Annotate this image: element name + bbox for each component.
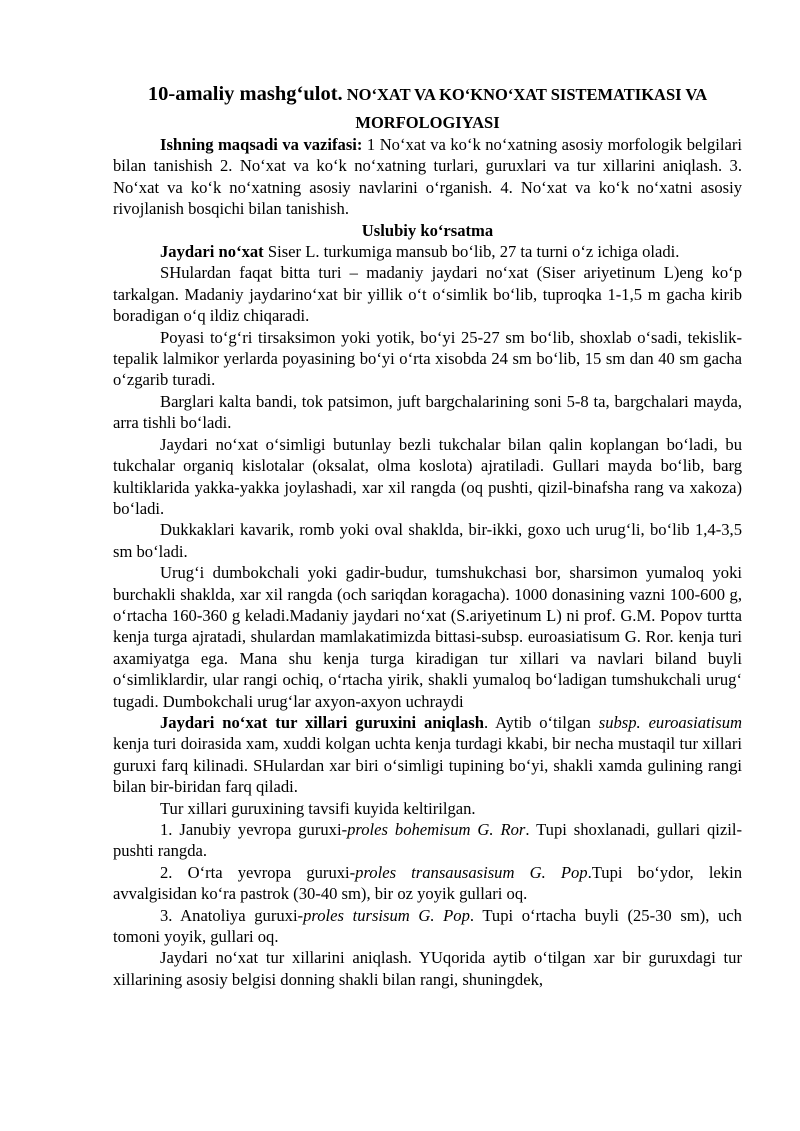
group-3-text1: 3. Anatoliya guruxi- — [160, 905, 304, 925]
paragraph-pods: Dukkaklari kavarik, romb yoki oval shaklda, bir-ikki, goxo uch urug‘li, bo‘lib 1,4-3,5 sm bo‘ladi. — [113, 520, 742, 561]
group-identification-text2: kenja turi doirasida xam, xuddi kolgan uchta kenja turdagi kkabi, bir necha mustaqil tur xillari guruxi farq kilinadi. SHulardan xar biri o‘simligi tupining bo‘yi, shakli xamda gulining rangi bilan bir-biridan farq qiladi. — [113, 734, 742, 797]
group-3-text2: . Tupi o‘rtacha buyli (25-30 sm), uch tomoni yoyik, gullari oq. — [113, 905, 742, 947]
group-identification-italic: subsp. euroasiatisum — [598, 712, 742, 732]
jaydari-label: Jaydari no‘xat — [160, 242, 264, 262]
group-2-italic: proles transausasisum G. Pop — [355, 862, 588, 882]
paragraph-species: SHulardan faqat bitta turi – madaniy jaydari no‘xat (Siser ariyetinum L)eng ko‘p tarkalgan. Madaniy jaydarino‘xat bir yillik o‘t o‘simlik bo‘lib, tuproqka 1-1,5 m gacha kirib boradigan o‘q ildiz chiqaradi. — [113, 263, 742, 326]
group-1-text1: 1. Janubiy yevropa guruxi- — [160, 820, 348, 839]
group-2-text1: 2. O‘rta yevropa guruxi- — [160, 862, 356, 882]
paragraph-stem: Poyasi to‘g‘ri tirsaksimon yoki yotik, bo‘yi 25-27 sm bo‘lib, shoxlab o‘sadi, tekislik-tepalik lalmikor yerlarda poyasining bo‘yi o‘rta xisobda 24 sm bo‘lib, 15 sm dan 40 sm gacha o‘zgarib turadi. — [113, 327, 742, 390]
paragraph-hairs-flowers: Jaydari no‘xat o‘simligi butunlay bezli tukchalar bilan qalin koplangan bo‘ladi, bu tukchalar organiq kislotalar (oksalat, olma koslota) ajratiladi. Gullari mayda bo‘lib, barg kultiklarida yakka-yakka joylashadi, xar xil rangda (oq pushti, qizil-binafsha rang va xakoza) bo‘ladi. — [113, 434, 742, 518]
list-item-group-1 — [113, 819, 742, 862]
group-1-italic: proles bohemisum G. Ror — [347, 820, 526, 839]
paragraph-jaydari-intro — [113, 241, 742, 262]
paragraph-variety-identification: Jaydari no‘xat tur xillarini aniqlash. YUqorida aytib o‘tilgan xar bir guruxdagi tur xillarining asosiy belgisi donning shakli bilan rangi, shuningdek, — [113, 948, 742, 989]
paragraph-leaves: Barglari kalta bandi, tok patsimon, juft bargchalarining soni 5-8 ta, bargchalari mayda, arra tishli bo‘ladi. — [113, 391, 742, 433]
paragraph-seeds: Urug‘i dumbokchali yoki gadir-budur, tumshukchasi bor, sharsimon yumaloq yoki burchakli shaklda, xar xil rangda (och sariqdan koragacha). 1000 donasining vazni 100-600 g, o‘rtacha 160-360 g keladi.Madaniy jaydari no‘xat (S.ariyetinum L) ni prof. G.M. Popov turtta kenja turga ajratadi, shulardan mamlakatimizda bittasi-subsp. euroasiatisum G. Ror. kenja turi axamiyatga ega. Mana shu kenja turga kiradigan tur xillari va navlari biland buyli o‘simliklardir, ular rangi ochiq, o‘rtacha yirik, shakli yumaloq bo‘ladigan tumshukchali urug‘ tugadi. Dumbokchali urug‘lar axyon-axyon uchraydi — [113, 563, 742, 711]
page-title — [113, 78, 742, 134]
group-identification-text1: . Aytib o‘tilgan — [483, 712, 599, 732]
list-item-group-2 — [113, 862, 742, 905]
title-rest: NO‘XAT VA KO‘KNO‘XAT SISTEMATIKASI VA MORFOLOGIYASI — [342, 85, 708, 132]
title-lead: 10-amaliy mashg‘ulot. — [147, 83, 343, 105]
jaydari-text: Siser L. turkumiga mansub bo‘lib, 27 ta turni o‘z ichiga oladi. — [263, 242, 680, 262]
paragraph-groups-intro: Tur xillari guruxining tavsifi kuyida keltirilgan. — [160, 798, 476, 818]
group-1-text2: . Tupi shoxlanadi, gullari qizil-pushti rangda. — [113, 820, 742, 861]
group-3-italic: proles tursisum G. Pop — [303, 905, 470, 925]
group-identification-label: Jaydari no‘xat tur xillari guruxini aniqlash — [160, 712, 484, 732]
paragraph-group-identification — [113, 712, 742, 798]
paragraph-goal — [113, 134, 742, 220]
section-subheading: Uslubiy ko‘rsatma — [361, 220, 494, 240]
list-item-group-3 — [113, 905, 742, 948]
goal-label: Ishning maqsadi va vazifasi: — [160, 135, 363, 154]
group-2-text2: .Tupi bo‘ydor, lekin avvalgisidan ko‘ra pastrok (30-40 sm), bir oz yoyik gullari oq. — [113, 862, 742, 904]
goal-text: 1 No‘xat va ko‘k no‘xatning asosiy morfologik belgilari bilan tanishish 2. No‘xat va ko‘k no‘xatning turlari, guruxlari va tur xillarini aniqlash. 3. No‘xat va ko‘k no‘xatning asosiy navlarini o‘rganish. 4. No‘xat va ko‘k no‘xatni asosiy rivojlanish bosqichi bilan tanishish. — [113, 135, 742, 219]
